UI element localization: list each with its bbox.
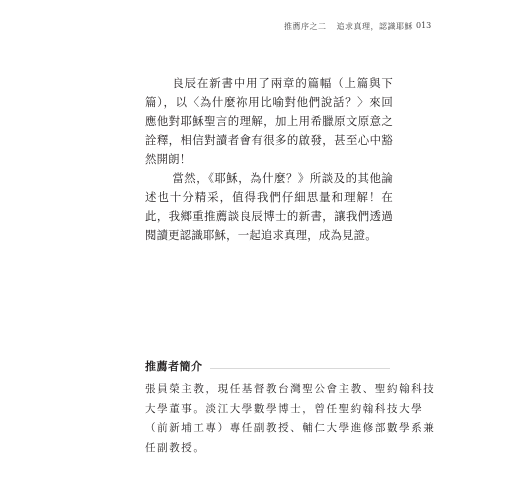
- body-text: [145, 74, 393, 245]
- bio-heading: 推薦者簡介: [145, 360, 203, 373]
- running-title-part1: 推薦序之二: [284, 22, 327, 31]
- bio-line: 張員榮主教，現任基督教台灣聖公會主教、聖約翰科技: [145, 383, 436, 395]
- bio-line: 大學董事。淡江大學數學博士，曾任聖約翰科技大學: [145, 402, 424, 415]
- bio-line: （前新埔工專）專任副教授、輔仁大學進修部數學系兼: [145, 422, 436, 434]
- page-number: 013: [416, 21, 432, 30]
- bio-divider: [210, 368, 390, 369]
- paragraph: 良辰在新書中用了兩章的篇幅（上篇與下篇），以〈為什麼祢用比喻對他們說話？〉來回應他對耶穌聖言的理解，加上用希臘原文原意之詮釋，相信對讀者會有很多的啟發，甚至心中豁然開朗！: [145, 76, 393, 166]
- bio-text: [145, 380, 436, 458]
- paragraph: 當然，《耶穌，為什麼？》所談及的其他論述也十分精采，值得我們仔細思量和理解！在此，我鄉重推薦談良辰博士的新書，讓我們透過閱讀更認識耶穌，一起追求真理，成為見證。: [145, 171, 393, 242]
- running-title-part2: 追求真理，認識耶穌: [336, 22, 413, 31]
- bio-line: 任副教授。: [145, 441, 206, 454]
- running-header: [284, 21, 413, 32]
